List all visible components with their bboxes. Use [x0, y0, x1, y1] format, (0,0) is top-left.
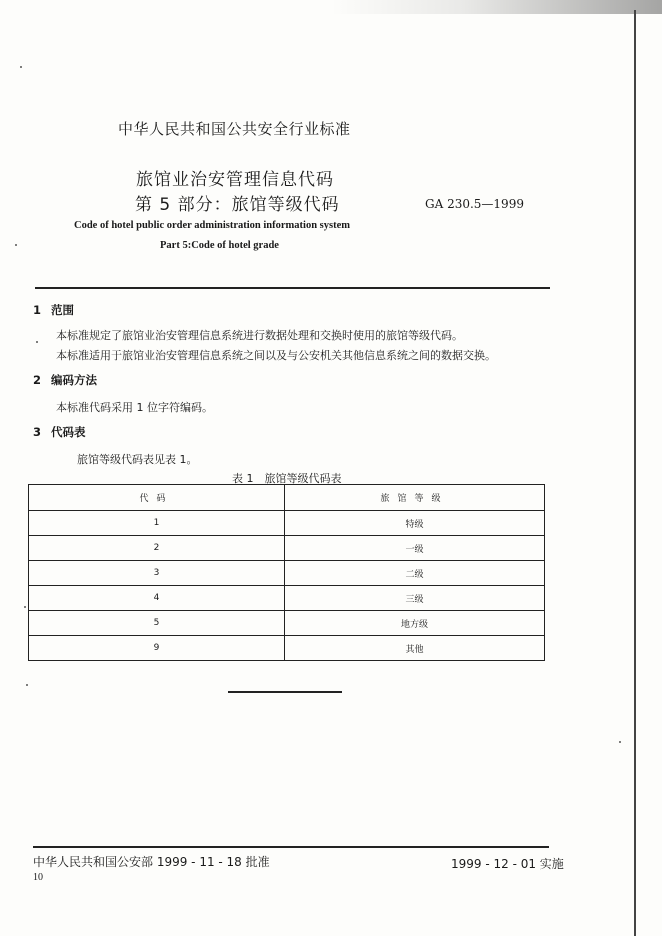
table-row [29, 536, 545, 561]
code-cell: 3 [29, 561, 285, 586]
scan-speck [24, 606, 26, 608]
english-subtitle: Part 5:Code of hotel grade [160, 240, 279, 251]
document-subtitle: 第 5 部分：旅馆等级代码 [135, 195, 340, 215]
english-title: Code of hotel public order administration information system [74, 220, 351, 231]
table-caption: 表 1 旅馆等级代码表 [232, 472, 342, 485]
section-title: 范围 [51, 303, 74, 317]
grade-cell: 特级 [285, 511, 545, 536]
industry-standard-label: 中华人民共和国公共安全行业标准 [118, 120, 351, 138]
code-cell: 4 [29, 586, 285, 611]
paragraph: 旅馆等级代码表见表 1。 [77, 453, 198, 466]
table-header-row [29, 485, 545, 511]
table-row [29, 561, 545, 586]
grade-cell: 其他 [285, 636, 545, 661]
header-divider [35, 287, 550, 289]
grade-cell: 二级 [285, 561, 545, 586]
paragraph: 本标准规定了旅馆业治安管理信息系统进行数据处理和交换时使用的旅馆等级代码。 [56, 329, 463, 342]
grade-cell: 三级 [285, 586, 545, 611]
page-number: 10 [33, 872, 43, 883]
paragraph: 本标准适用于旅馆业治安管理信息系统之间以及与公安机关其他信息系统之间的数据交换。 [56, 349, 496, 362]
scan-speck [26, 684, 28, 686]
document-title: 旅馆业治安管理信息代码 [136, 170, 334, 190]
code-cell: 1 [29, 511, 285, 536]
scan-speck [36, 341, 38, 343]
table-row [29, 511, 545, 536]
paragraph: 本标准代码采用 1 位字符编码。 [56, 401, 213, 414]
code-cell: 2 [29, 536, 285, 561]
scan-speck [15, 244, 17, 246]
table-row [29, 611, 545, 636]
column-header-code: 代码 [29, 485, 285, 511]
section-number: 1 [33, 303, 42, 317]
scan-speck [20, 66, 22, 68]
section-title: 代码表 [51, 425, 86, 439]
end-of-text-rule [228, 691, 342, 693]
code-cell: 9 [29, 636, 285, 661]
standard-number: GA 230.5—1999 [425, 197, 524, 211]
approval-line: 中华人民共和国公安部 1999 - 11 - 18 批准 [33, 855, 270, 869]
column-header-grade: 旅馆等级 [285, 485, 545, 511]
section-heading-coding-method [33, 372, 97, 388]
grade-cell: 地方级 [285, 611, 545, 636]
table-row [29, 636, 545, 661]
scan-edge-right [634, 10, 636, 936]
table-row [29, 586, 545, 611]
scan-speck [619, 741, 621, 743]
section-heading-scope [33, 302, 74, 318]
implementation-date: 1999 - 12 - 01 实施 [451, 857, 564, 871]
grade-cell: 一级 [285, 536, 545, 561]
footer-divider [33, 846, 549, 848]
code-cell: 5 [29, 611, 285, 636]
section-number: 3 [33, 425, 42, 439]
section-heading-code-table [33, 424, 86, 440]
section-title: 编码方法 [51, 373, 97, 387]
hotel-grade-table [28, 484, 545, 661]
scan-shadow-top [330, 0, 662, 14]
section-number: 2 [33, 373, 42, 387]
